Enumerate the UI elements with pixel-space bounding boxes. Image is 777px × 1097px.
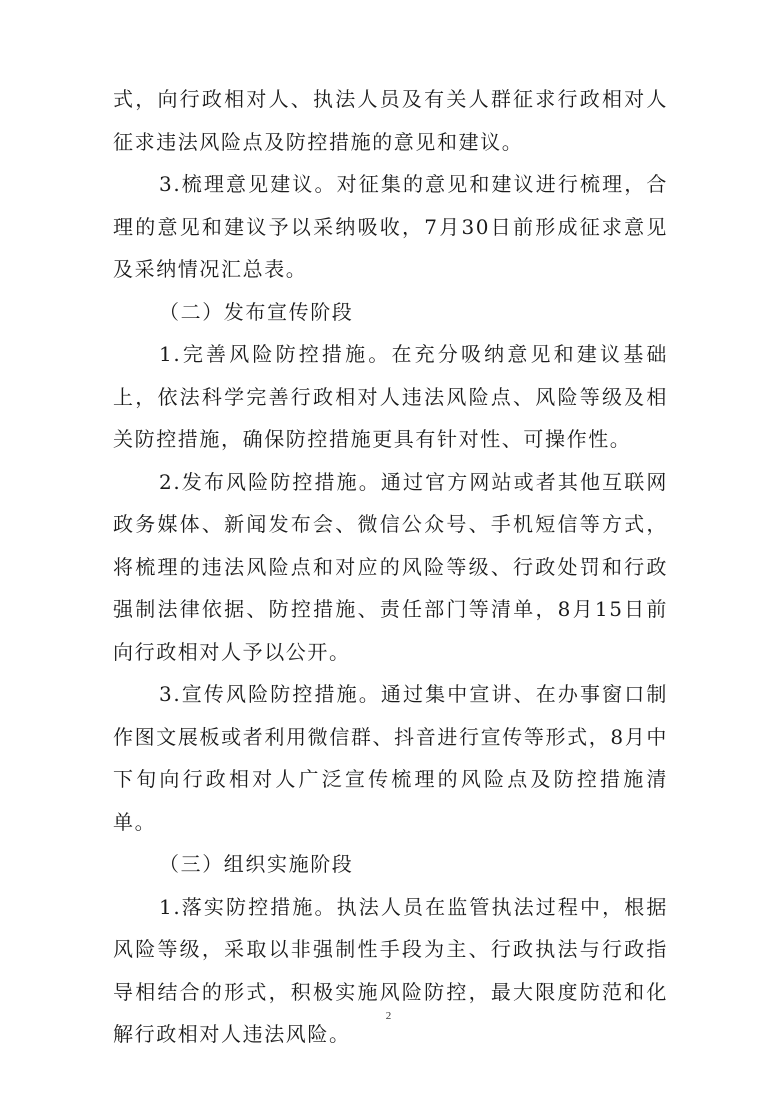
document-body — [113, 78, 668, 1056]
section-heading-implement: （三）组织实施阶段 — [159, 852, 354, 876]
section-heading-publish: （二）发布宣传阶段 — [159, 299, 354, 324]
page-number: 2 — [385, 1010, 392, 1022]
paragraph-continuation: 式，向行政相对人、执法人员及有关人群征求行政相对人征求违法风险点及防控措施的意见和建议。 — [113, 87, 668, 154]
paragraph-item-3-promote: 3.宣传风险防控措施。通过集中宣讲、在办事窗口制作图文展板或者利用微信群、抖音进行宣传等形式，8月中下旬向行政相对人广泛宣传梳理的风险点及防控措施清单。 — [113, 682, 668, 834]
paragraph-item-1-improve: 1.完善风险防控措施。在充分吸纳意见和建议基础上，依法科学完善行政相对人违法风险点、风险等级及相关防控措施，确保防控措施更具有针对性、可操作性。 — [113, 342, 668, 451]
paragraph-item-2-publish: 2.发布风险防控措施。通过官方网站或者其他互联网政务媒体、新闻发布会、微信公众号、手机短信等方式，将梳理的违法风险点和对应的风险等级、行政处罚和行政强制法律依据、防控措施、责任部门等清单，8月15日前向行政相对人予以公开。 — [113, 469, 668, 664]
paragraph-item-3-review: 3.梳理意见建议。对征集的意见和建议进行梳理，合理的意见和建议予以采纳吸收，7月30日前形成征求意见及采纳情况汇总表。 — [113, 172, 668, 281]
paragraph-item-1-implement: 1.落实防控措施。执法人员在监管执法过程中，根据风险等级，采取以非强制性手段为主、行政执法与行政指导相结合的形式，积极实施风险防控，最大限度防范和化解行政相对人违法风险。 — [113, 894, 668, 1046]
